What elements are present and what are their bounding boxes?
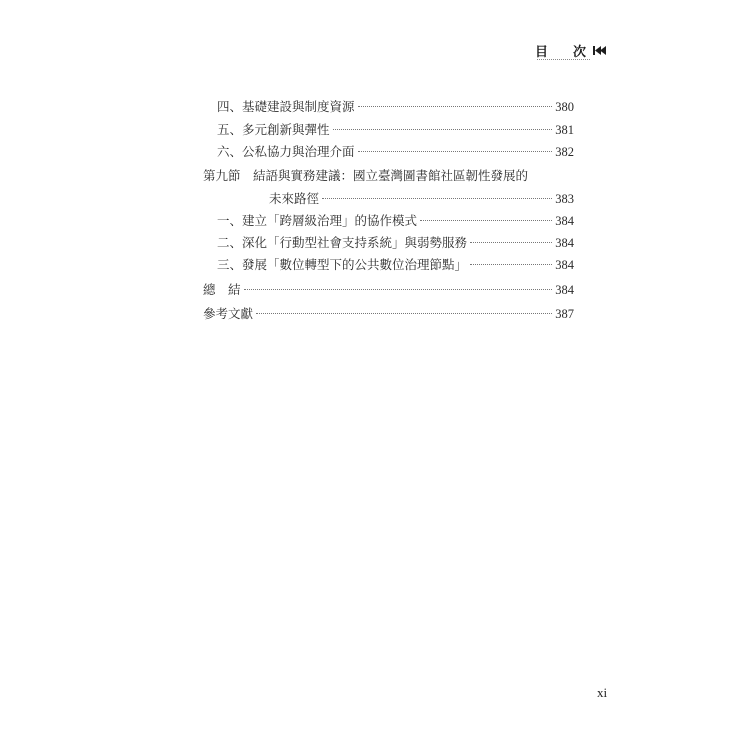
dot-leader [358, 106, 553, 107]
toc-entry-label: 四、基礎建設與制度資源 [217, 99, 355, 114]
toc-entry[interactable] [217, 98, 574, 116]
toc-entry-label: 五、多元創新與彈性 [217, 122, 330, 137]
toc-entry-page: 384 [555, 236, 574, 250]
toc-entry[interactable] [203, 281, 574, 299]
running-header [535, 41, 607, 60]
dot-leader [322, 198, 552, 199]
toc-entry-page: 384 [555, 258, 574, 272]
dot-leader [358, 151, 553, 152]
toc-entry-page: 381 [555, 123, 574, 137]
toc-entry[interactable] [269, 190, 574, 208]
dot-leader [470, 242, 552, 243]
dot-leader [470, 264, 552, 265]
toc-entry-label: 一、建立「跨層級治理」的協作模式 [217, 213, 418, 228]
toc-entry-label: 三、發展「數位轉型下的公共數位治理節點」 [217, 257, 468, 272]
toc-entry[interactable] [217, 143, 574, 161]
toc-entry[interactable] [217, 212, 574, 230]
toc-entry-label: 參考文獻 [203, 306, 254, 321]
dot-leader [333, 129, 553, 130]
toc-entry-page: 382 [555, 145, 574, 159]
toc-section-heading[interactable] [203, 167, 574, 185]
toc-entry-label: 六、公私協力與治理介面 [217, 144, 355, 159]
toc-entry-label: 第九節 結語與實務建議：國立臺灣圖書館社區韌性發展的 [203, 168, 529, 183]
toc-entry-label: 總 結 [203, 282, 241, 297]
header-underline [537, 59, 590, 60]
toc-entry[interactable] [217, 256, 574, 274]
toc-entry-page: 383 [555, 192, 574, 206]
toc-entry-page: 384 [555, 283, 574, 297]
page-number: xi [597, 685, 608, 700]
toc-entry[interactable] [203, 305, 574, 323]
dot-leader [420, 220, 552, 221]
toc-entry-page: 384 [555, 214, 574, 228]
toc-entry[interactable] [217, 121, 574, 139]
toc-entry-page: 387 [555, 307, 574, 321]
toc-entry[interactable] [217, 234, 574, 252]
rewind-icon [593, 45, 607, 56]
dot-leader [244, 289, 553, 290]
toc-entry-label: 二、深化「行動型社會支持系統」與弱勢服務 [217, 235, 468, 250]
running-header-title: 目 次 [534, 45, 592, 60]
dot-leader [256, 313, 552, 314]
toc-entry-page: 380 [555, 100, 574, 114]
toc-entry-label: 未來路徑 [269, 191, 320, 206]
